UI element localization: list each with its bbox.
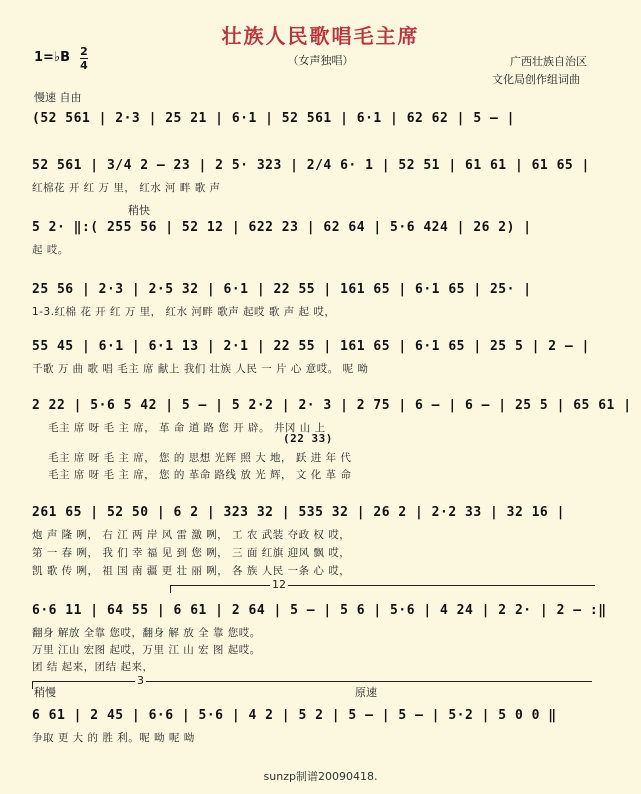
volta-label-12: 12 [272,578,286,591]
time-signature [80,46,88,71]
lyric-row-2: 红棉花 开 红 万 里， 红水 河 畔 歌 声 [32,182,221,194]
lyric-row-6-verse-1: 毛主 席 呀 毛 主 席， 革 命 道 路 您 开 辟。 井冈 山 上 [48,422,326,434]
notation-row-9: 6 61 | 2 45 | 6·6 | 5·6 | 4 2 | 5 2 | 5 — | 5 — | 5·2 | 5 0 0 ‖ [32,708,557,723]
lyric-row-9: 争取 更 大 的 胜 利。呢 呦 呢 呦 [32,732,195,744]
volta-bracket-3-left [32,681,33,689]
tempo-intro: 慢速 自由 [34,91,82,104]
notation-row-8: 6·6 11 | 64 55 | 6 61 | 2 64 | 5 — | 5 6 | 5·6 | 4 24 | 2 2· | 2 — :‖ [32,603,607,618]
notation-row-3: 5 2· ‖:( 255 56 | 52 12 | 622 23 | 62 64 | 5·6 424 | 26 2) | [32,220,532,235]
lyric-row-6-verse-3: 毛主 席 呀 毛 主 席， 您 的 革命 路线 放 光 辉， 文 化 革 命 [48,469,352,481]
credit-line-1: 广西壮族自治区 [510,55,587,68]
lyric-row-8-verse-1: 翻身 解放 全靠 您哎，翻身 解 放 全 靠 您哎。 [32,627,261,639]
notation-row-7: 261 65 | 52 50 | 6 2 | 323 32 | 535 32 | 26 2 | 2·2 33 | 32 16 | [32,505,565,520]
lyric-row-7-verse-1: 炮 声 隆 咧， 右 江 两 岸 风 雷 激 咧， 工 农 武装 夺政 权 哎， [32,529,351,541]
song-title: 壮族人民歌唱毛主席 [221,24,420,48]
time-denominator: 4 [80,59,88,72]
lyric-row-6-verse-2: 毛主 席 呀 毛 主 席， 您 的 思想 光辉 照 大 地， 跃 进 年 代 [48,452,352,464]
key-signature: 1=♭B [34,50,70,65]
volta-bracket-12 [170,585,595,586]
lyric-row-3: 起 哎。 [32,244,69,256]
notation-row-5: 55 45 | 6·1 | 6·1 13 | 2·1 | 22 55 | 161 65 | 6·1 65 | 25 5 | 2 — | [32,339,590,354]
footer-credit: sunzp制谱20090418. [263,770,378,783]
volta-bracket-12-left [170,585,171,593]
notation-row-1: (52 561 | 2·3 | 25 21 | 6·1 | 52 561 | 6·1 | 62 62 | 5 — | [32,111,515,126]
lyric-row-8-verse-2: 万里 江山 宏图 起哎，万里 江 山 宏 图 起哎。 [32,644,261,656]
lyric-row-7-verse-3: 凯 歌 传 咧， 祖 国 南 疆 更 壮 丽 咧， 各 族 人民 一条 心 哎， [32,565,351,577]
lyric-row-4: 1-3.红棉 花 开 红 万 里， 红水 河畔 歌声 起哎 歌 声 起 哎， [32,306,336,318]
lyric-row-5: 千歌 万 曲 歌 唱 毛主 席 献上 我们 壮族 人民 一 片 心 意哎。 呢 呦 [32,363,369,375]
notation-row-4: 25 56 | 2·3 | 2·5 32 | 6·1 | 22 55 | 161 65 | 6·1 65 | 25· | [32,282,532,297]
alt-notes-row-6: (22 33) [283,432,333,445]
tempo-slower: 稍慢 [34,686,56,699]
performance-note: （女声独唱） [287,54,354,67]
notation-row-6: 2 22 | 5·6 5 42 | 5 — | 5 2·2 | 2· 3 | 2 75 | 6 — | 6 — | 25 5 | 65 61 | [32,398,632,413]
time-numerator: 2 [80,45,88,58]
credit-line-2: 文化局创作组词曲 [492,73,580,86]
lyric-row-7-verse-2: 第 一 春 咧， 我 们 幸 福 见 到 您 咧， 三 面 红旗 迎风 飘 哎， [32,547,351,559]
tempo-faster: 稍快 [128,204,150,217]
notation-row-2: 52 561 | 3/4 2 — 23 | 2 5· 323 | 2/4 6· 1 | 52 51 | 61 61 | 61 65 | [32,158,590,173]
volta-bracket-3 [32,681,592,682]
tempo-original: 原速 [355,686,377,699]
lyric-row-8-verse-3: 团 结 起来，团结 起来， [32,661,154,673]
volta-label-3: 3 [137,674,144,687]
